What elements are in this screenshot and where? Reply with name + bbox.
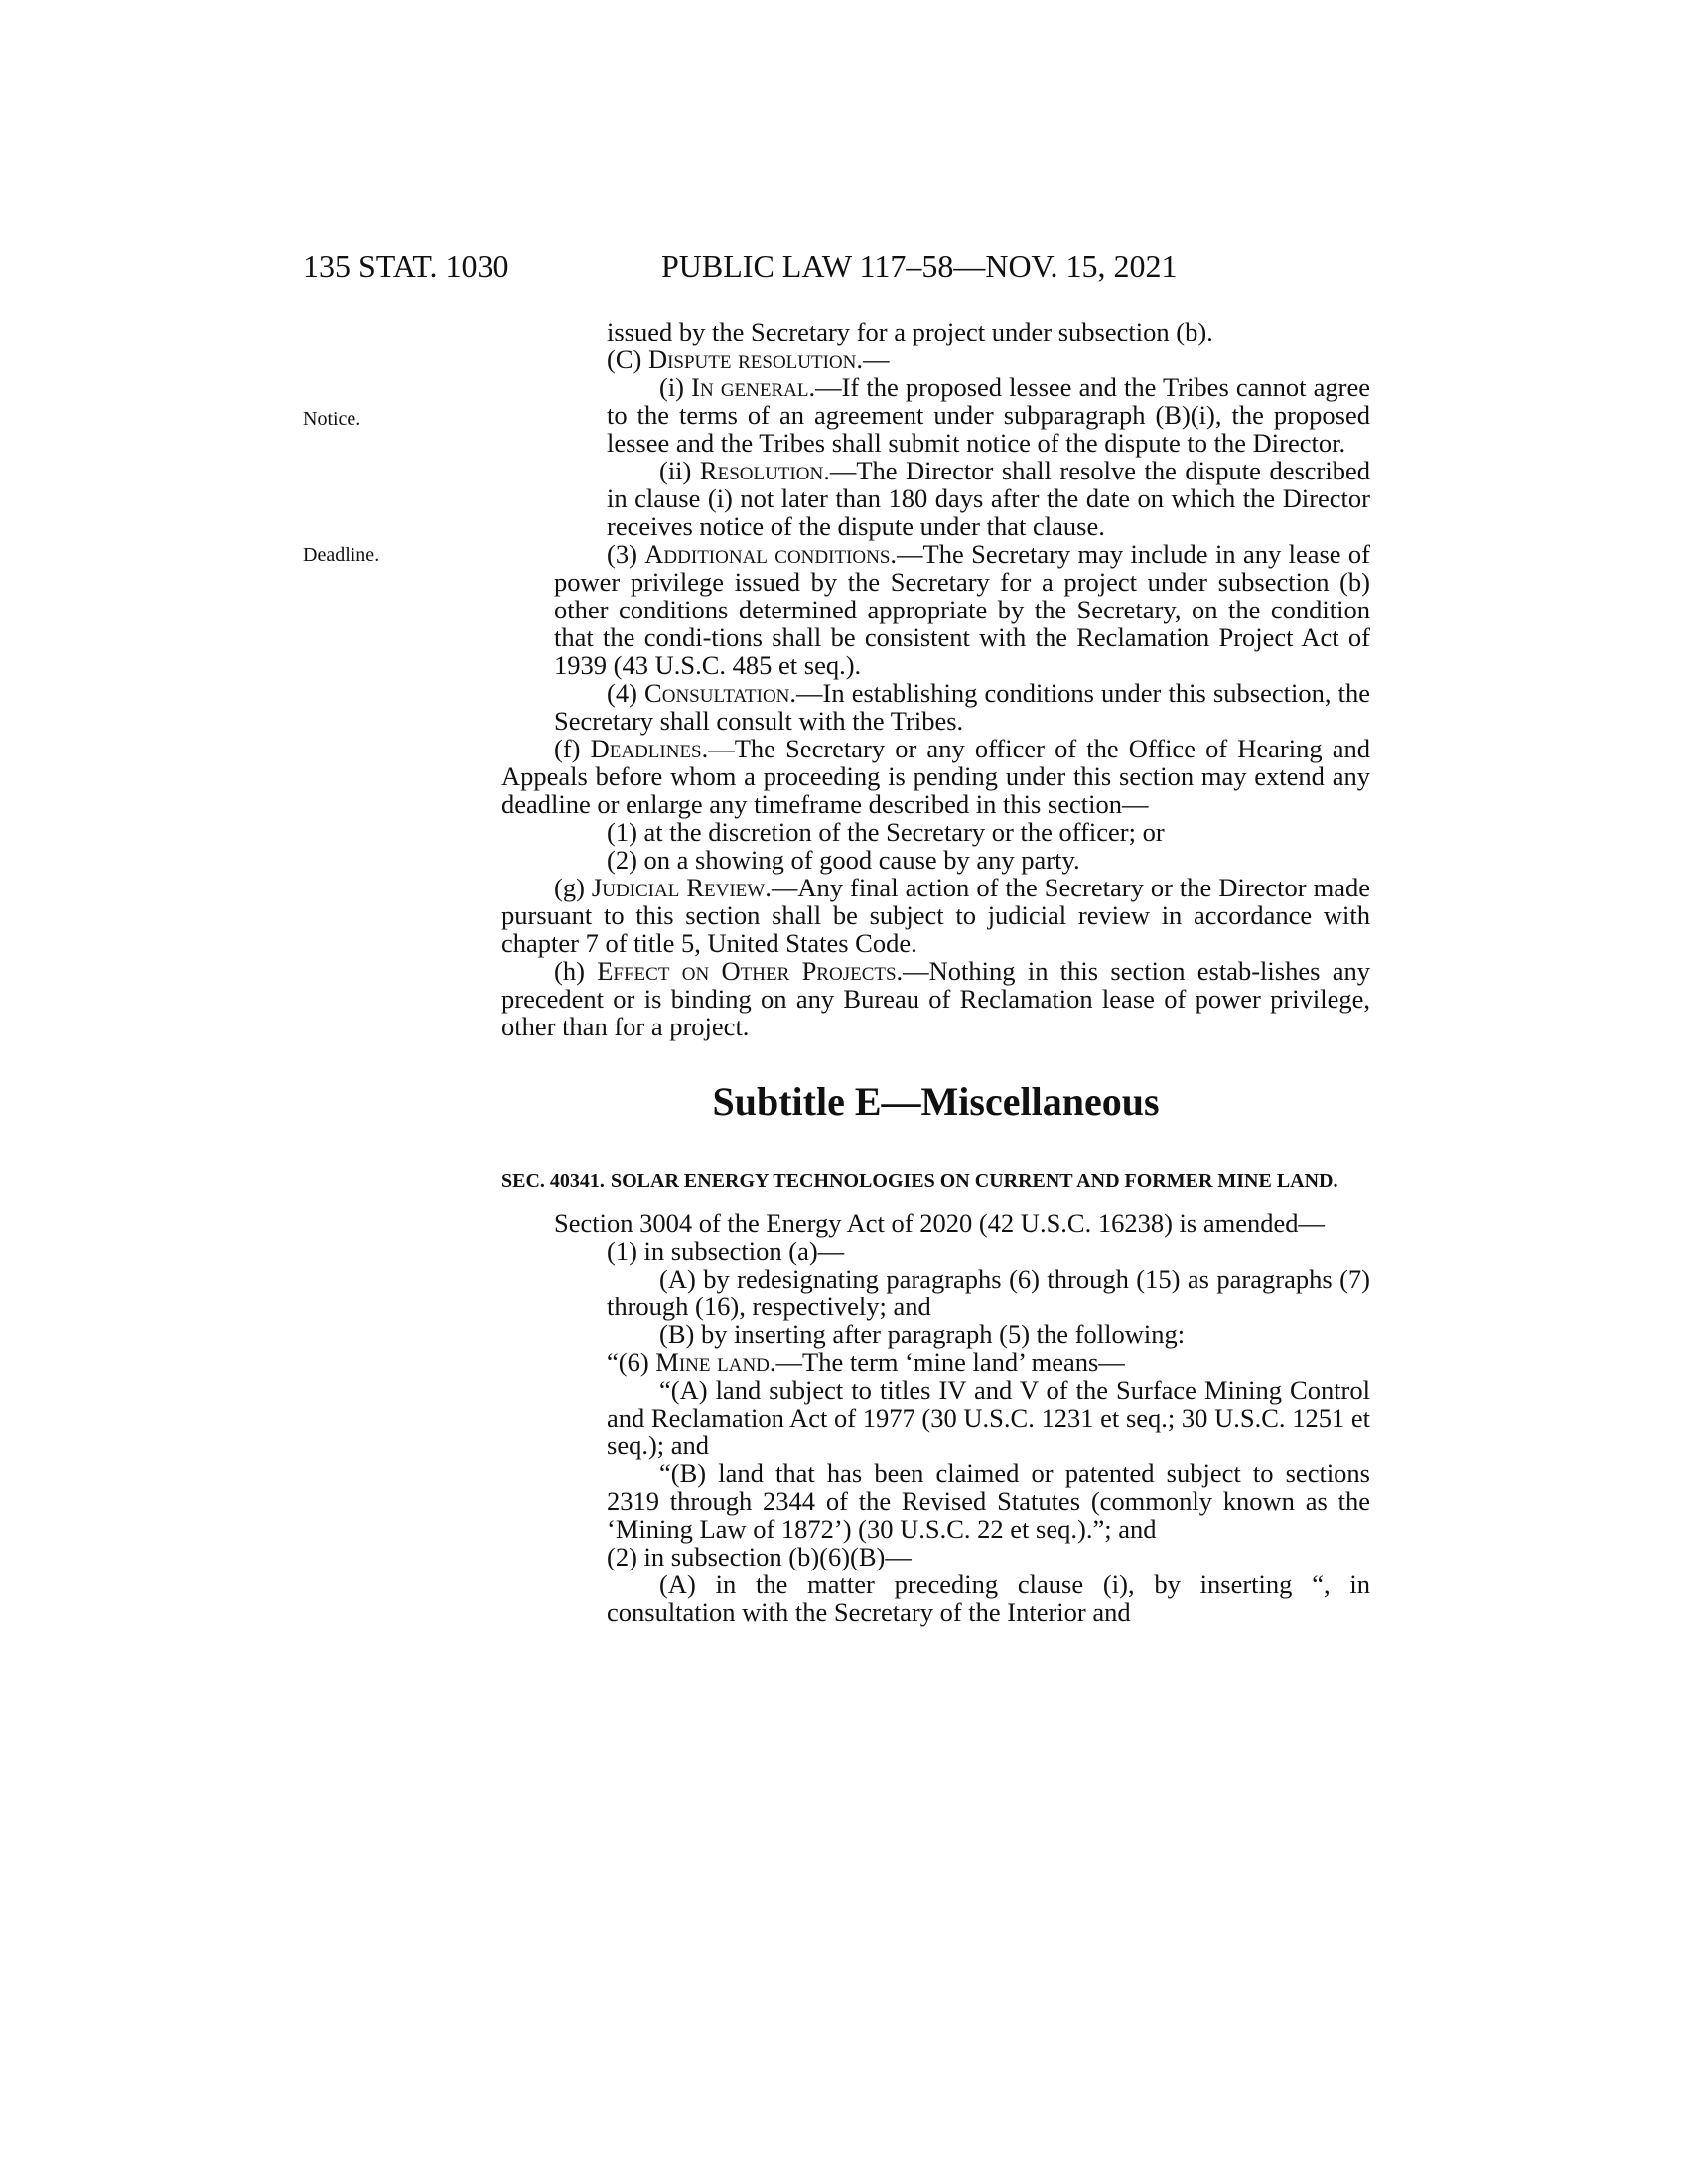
list-item-text: “(B) land that has been claimed or patented subject to sections 2319 through 2344 of the Revised Statutes (commonly known as the ‘Mining Law of 1872’) (30 U.S.C. 22 et seq.).”; and <box>607 1458 1370 1544</box>
paragraph-text: Section 3004 of the Energy Act of 2020 (42 U.S.C. 16238) is amended— <box>554 1208 1326 1238</box>
paragraph-label: (3) <box>607 539 645 569</box>
paragraph-continuation <box>501 318 1370 345</box>
clause-heading: Resolution <box>699 456 824 485</box>
paragraph-text: .—The Secretary may include in any lease of power privilege issued by the Secretary for a project under subsection (b) other conditions determined appropriate by the Secretary, on the condition that the condi-tions shall be consistent with the Reclamation Project Act of 1939 (43 U.S.C. 485 et seq.). <box>554 539 1371 680</box>
paragraph-heading: Consultation <box>644 678 790 708</box>
amendment-2 <box>501 1543 1370 1570</box>
clause-heading: In general <box>691 372 809 402</box>
paragraph-heading: Additional conditions <box>644 539 891 569</box>
document-body <box>501 318 1370 1626</box>
subsection-heading: Judicial Review <box>591 873 766 902</box>
subsection-label: (f) <box>554 734 591 763</box>
clause-text: .—The Director shall resolve the dispute described in clause (i) not later than 180 days after the date on which the Director receives notice of the dispute under that clause. <box>607 456 1370 541</box>
clause-text: .—If the proposed lessee and the Tribes cannot agree to the terms of an agreement under subparagraph (B)(i), the proposed lessee and the Tribes shall submit notice of the dispute to the Director. <box>607 372 1371 458</box>
margin-note-deadline: Deadline. <box>303 544 380 566</box>
inserted-paragraph-6-a <box>501 1376 1370 1459</box>
subsection-text: .—The Secretary or any officer of the Office of Hearing and Appeals before whom a proceeding is pending under this section may extend any deadline or enlarge any timeframe described in this section— <box>501 734 1371 819</box>
list-item-text: “(A) land subject to titles IV and V of the Surface Mining Control and Reclamation Act of 1977 (30 U.S.C. 1231 et seq.; 30 U.S.C. 1251 et seq.); and <box>607 1375 1370 1460</box>
subsection-f-item-2 <box>501 846 1370 874</box>
paragraph-3 <box>501 540 1370 679</box>
subparagraph-label: (C) <box>607 344 648 374</box>
section-heading <box>501 1167 1370 1195</box>
subtitle-heading: Subtitle E—Miscellaneous <box>712 1079 1160 1124</box>
paragraph-label: (4) <box>607 678 645 708</box>
list-item-text: (B) by inserting after paragraph (5) the following: <box>659 1319 1186 1349</box>
page-number-header: 135 STAT. 1030 <box>303 248 509 284</box>
subsection-text: .—Any final action of the Secretary or the Director made pursuant to this section shall be subject to judicial review in accordance with chapter 7 of title 5, United States Code. <box>501 873 1371 958</box>
subparagraph-dash: .— <box>856 344 890 374</box>
paragraph-heading: Mine land <box>655 1347 770 1377</box>
clause-i <box>501 373 1370 457</box>
subsection-g <box>501 874 1370 957</box>
section-title: SOLAR ENERGY TECHNOLOGIES ON CURRENT AND FORMER MINE LAND. <box>611 1170 1338 1192</box>
subparagraph-heading: Dispute resolution <box>647 344 857 374</box>
amendment-1 <box>501 1237 1370 1265</box>
inserted-paragraph-6-b <box>501 1459 1370 1543</box>
clause-label: (i) <box>659 372 692 402</box>
amendment-1-b <box>501 1320 1370 1348</box>
subsection-f <box>501 735 1370 818</box>
subsection-heading: Deadlines <box>590 734 702 763</box>
subsection-heading: Effect on Other Projects <box>597 956 897 986</box>
clause-label: (ii) <box>659 456 700 485</box>
list-item-text: (A) in the matter preceding clause (i), by inserting “, in consultation with the Secretary of the Interior and <box>607 1570 1370 1627</box>
subsection-label: (h) <box>554 956 598 986</box>
list-item-text: (1) at the discretion of the Secretary or the officer; or <box>607 817 1165 847</box>
margin-note-notice: Notice. <box>303 408 361 430</box>
paragraph-text: .—The term ‘mine land’ means— <box>769 1347 1125 1377</box>
amendment-2-a <box>501 1570 1370 1626</box>
section-number: SEC. 40341. <box>501 1170 605 1192</box>
subsection-f-item-1 <box>501 818 1370 846</box>
inserted-paragraph-6 <box>501 1348 1370 1376</box>
subsection-h <box>501 957 1370 1040</box>
list-item-text: (1) in subsection (a)— <box>607 1236 845 1266</box>
subsection-text: .—Nothing in this section estab-lishes any precedent or is binding on any Bureau of Reclamation lease of power privilege, other than for a project. <box>501 956 1370 1041</box>
paragraph-text: issued by the Secretary for a project under subsection (b). <box>607 317 1213 346</box>
subparagraph-c-heading <box>501 345 1370 373</box>
paragraph-label: “(6) <box>607 1347 656 1377</box>
public-law-header: PUBLIC LAW 117–58—NOV. 15, 2021 <box>661 248 1178 284</box>
list-item-text: (A) by redesignating paragraphs (6) through (15) as paragraphs (7) through (16), respectively; and <box>607 1264 1370 1321</box>
subsection-label: (g) <box>554 873 592 902</box>
section-intro <box>501 1209 1370 1237</box>
paragraph-text: .—In establishing conditions under this subsection, the Secretary shall consult with the Tribes. <box>554 678 1370 736</box>
list-item-text: (2) on a showing of good cause by any party. <box>607 845 1080 875</box>
amendment-1-a <box>501 1265 1370 1320</box>
list-item-text: (2) in subsection (b)(6)(B)— <box>607 1542 912 1571</box>
clause-ii <box>501 457 1370 540</box>
paragraph-4 <box>501 679 1370 735</box>
